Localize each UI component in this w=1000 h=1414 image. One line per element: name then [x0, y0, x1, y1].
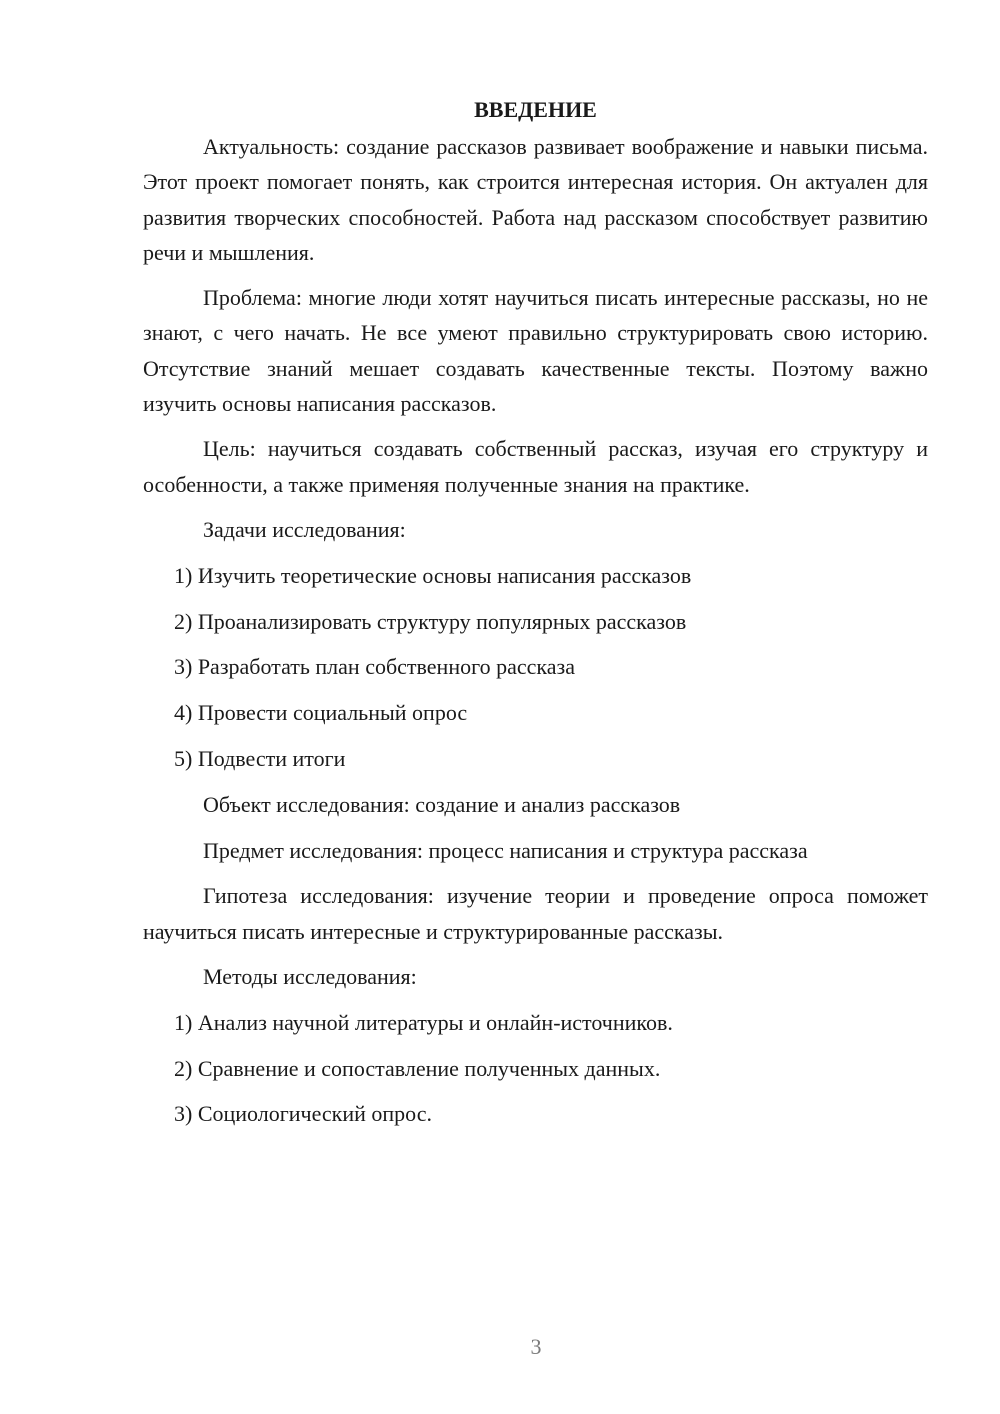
task-item-2: 2) Проанализировать структуру популярных рассказов — [174, 608, 687, 634]
methods-heading: Методы исследования: — [203, 963, 417, 989]
method-item-2: 2) Сравнение и сопоставление полученных данных. — [174, 1055, 661, 1081]
task-item-5: 5) Подвести итоги — [174, 745, 346, 771]
page-content — [143, 92, 928, 1142]
paragraph-goal: Цель: научиться создавать собственный рассказ, изучая его структуру и особенности, а также применяя полученные знания на практике. — [143, 436, 928, 497]
method-item-3: 3) Социологический опрос. — [174, 1101, 432, 1127]
method-item-1: 1) Анализ научной литературы и онлайн-источников. — [174, 1009, 673, 1035]
task-item-1: 1) Изучить теоретические основы написания рассказов — [174, 562, 692, 588]
paragraph-problem: Проблема: многие люди хотят научиться писать интересные рассказы, но не знают, с чего начать. Не все умеют правильно структурировать свою историю. Отсутствие знаний мешает создавать качественные тексты. Поэтому важно изучить основы написания рассказов. — [143, 285, 928, 417]
task-item-4: 4) Провести социальный опрос — [174, 700, 468, 726]
research-object: Объект исследования: создание и анализ рассказов — [203, 791, 681, 817]
task-item-3: 3) Разработать план собственного рассказа — [174, 654, 575, 680]
tasks-heading: Задачи исследования: — [203, 516, 406, 542]
paragraph-hypothesis: Гипотеза исследования: изучение теории и проведение опроса поможет научиться писать интересные и структурированные рассказы. — [143, 883, 928, 944]
page-title: ВВЕДЕНИЕ — [474, 97, 597, 122]
page-number: 3 — [530, 1334, 542, 1359]
paragraph-relevance: Актуальность: создание рассказов развивает воображение и навыки письма. Этот проект помогает понять, как строится интересная история. Он актуален для развития творческих способностей. Работа над рассказом способствует развитию речи и мышления. — [143, 134, 928, 265]
research-subject: Предмет исследования: процесс написания и структура рассказа — [203, 837, 808, 863]
